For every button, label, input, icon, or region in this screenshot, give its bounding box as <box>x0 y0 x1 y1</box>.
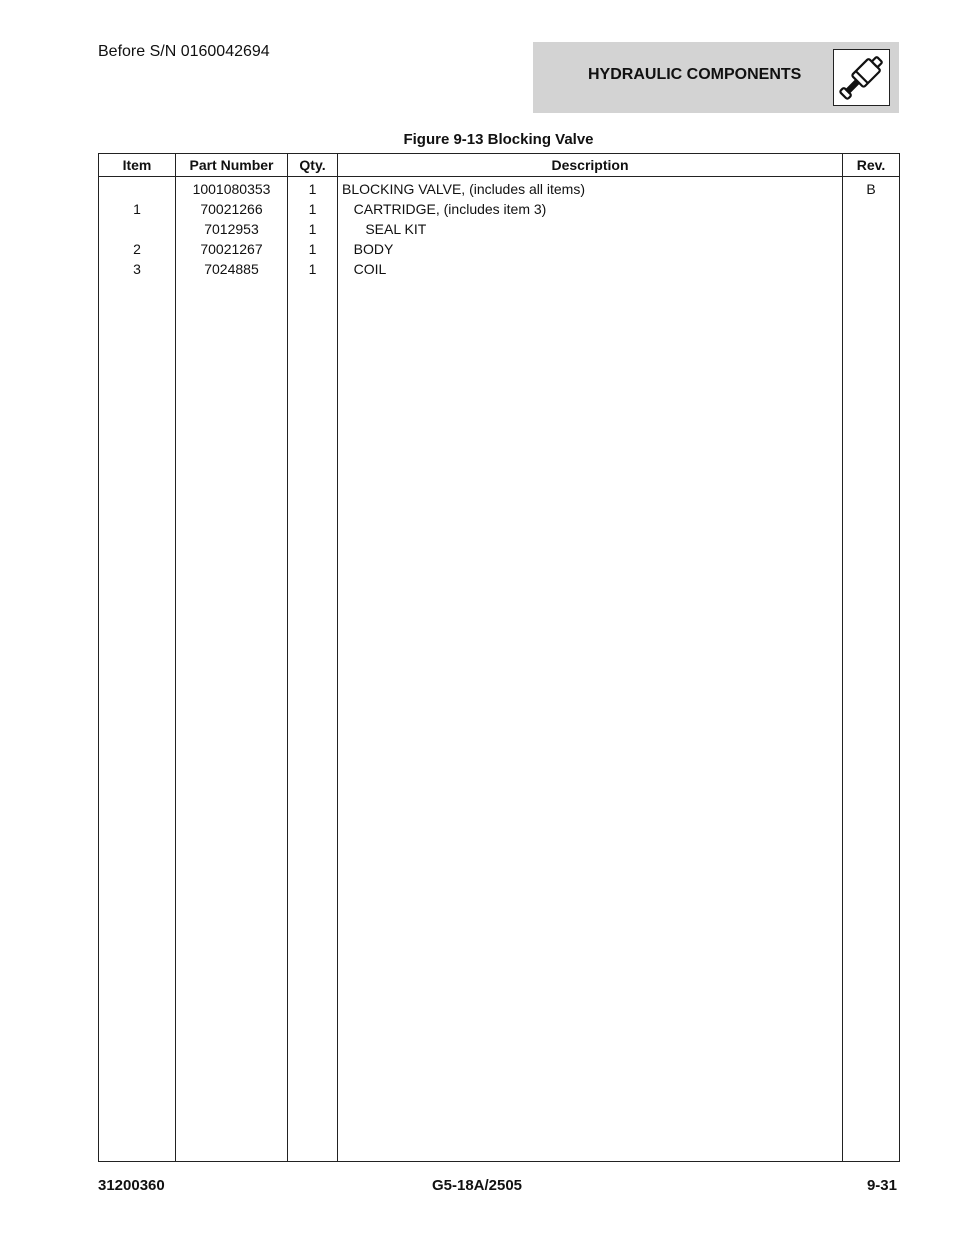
footer-model: G5-18A/2505 <box>431 1177 523 1194</box>
qty-cell: 1 <box>288 219 338 239</box>
section-title: HYDRAULIC COMPONENTS <box>588 66 802 83</box>
table-row <box>99 259 900 279</box>
section-banner <box>533 42 899 113</box>
description-cell: BLOCKING VALVE, (includes all items) <box>338 177 843 200</box>
rev-cell <box>843 259 900 279</box>
table-header-row <box>99 154 900 177</box>
qty-cell: 1 <box>288 239 338 259</box>
table-row <box>99 177 900 200</box>
figure-title: Figure 9-13 Blocking Valve <box>403 131 594 148</box>
description-cell: SEAL KIT <box>338 219 843 239</box>
rev-cell <box>843 199 900 219</box>
part-number-cell: 7012953 <box>176 219 288 239</box>
column-header-description: Description <box>338 154 843 177</box>
item-cell <box>99 219 176 239</box>
description-cell: CARTRIDGE, (includes item 3) <box>338 199 843 219</box>
column-header-part-number: Part Number <box>176 154 288 177</box>
qty-cell: 1 <box>288 177 338 200</box>
item-cell: 2 <box>99 239 176 259</box>
footer-page-number: 9-31 <box>866 1177 897 1194</box>
part-number-cell: 70021266 <box>176 199 288 219</box>
part-number-cell: 7024885 <box>176 259 288 279</box>
table-row <box>99 199 900 219</box>
item-cell: 1 <box>99 199 176 219</box>
column-header-item: Item <box>99 154 176 177</box>
table-row <box>99 239 900 259</box>
description-cell: BODY <box>338 239 843 259</box>
table-filler-row <box>99 279 900 1162</box>
column-header-qty: Qty. <box>288 154 338 177</box>
qty-cell: 1 <box>288 199 338 219</box>
table-row <box>99 219 900 239</box>
footer-doc-number: 31200360 <box>98 1177 165 1194</box>
rev-cell: B <box>843 177 900 200</box>
parts-table <box>98 153 900 1162</box>
column-header-rev: Rev. <box>843 154 900 177</box>
item-cell <box>99 177 176 200</box>
item-cell: 3 <box>99 259 176 279</box>
hydraulic-cylinder-icon <box>833 49 890 106</box>
qty-cell: 1 <box>288 259 338 279</box>
rev-cell <box>843 219 900 239</box>
description-cell: COIL <box>338 259 843 279</box>
part-number-cell: 70021267 <box>176 239 288 259</box>
serial-number-note: Before S/N 0160042694 <box>98 43 270 60</box>
part-number-cell: 1001080353 <box>176 177 288 200</box>
rev-cell <box>843 239 900 259</box>
